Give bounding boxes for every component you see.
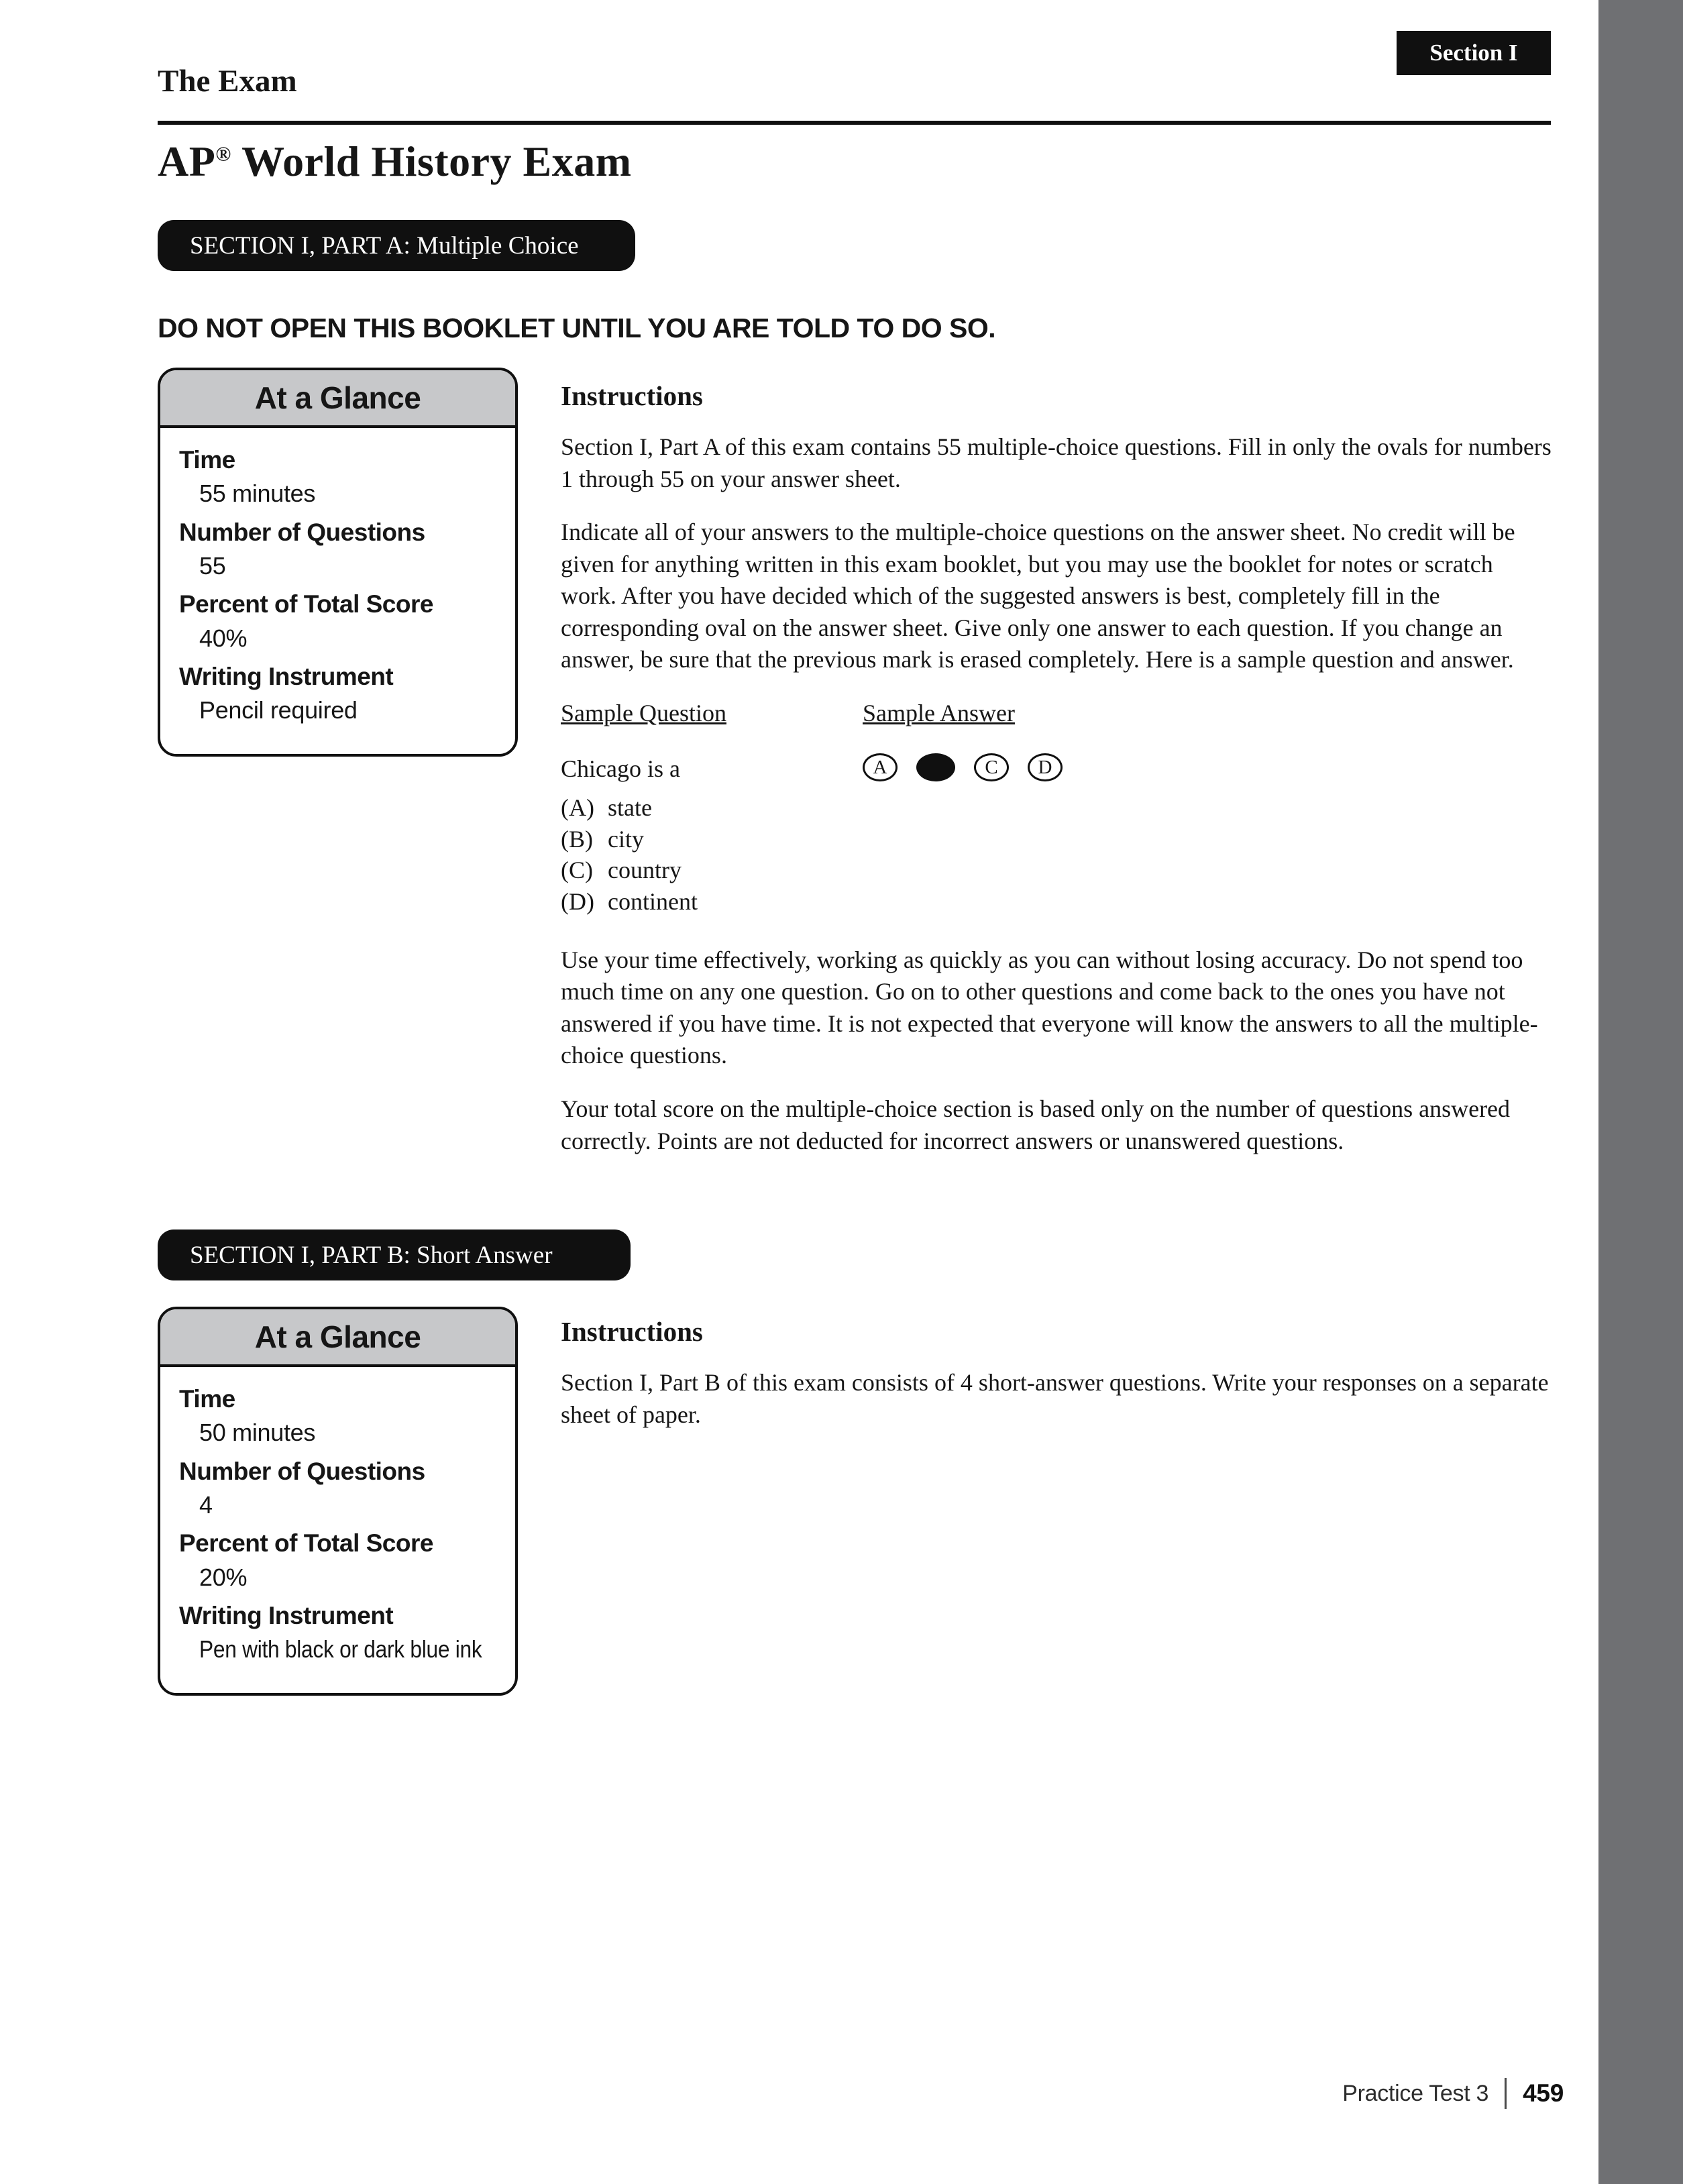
glance-value: Pencil required: [199, 696, 358, 724]
glance-value: 50 minutes: [199, 1419, 316, 1447]
page-title-prefix: AP: [158, 138, 216, 185]
glance-value: 55: [199, 551, 226, 580]
choice-row-c: [561, 855, 863, 886]
part-b-at-a-glance-box: [158, 1307, 518, 1696]
do-not-open-warning: DO NOT OPEN THIS BOOKLET UNTIL YOU ARE TOLD TO DO SO.: [158, 313, 996, 343]
sample-answer-header: Sample Answer: [863, 699, 1015, 726]
glance-value: 55 minutes: [199, 480, 316, 508]
instructions-paragraph: Indicate all of your answers to the multiple-choice questions on the answer sheet. No credit will be given for anything written in this exam booklet, but you may use the booklet for notes or scratch work. After you have decided which of the suggested answers is best, completely fill in the corresponding oval on the answer sheet. Give only one answer to each question. If you change an answer, be sure that the previous mark is erased completely. Here is a sample question and answer.: [561, 518, 1515, 673]
at-a-glance-body: [160, 1367, 515, 1693]
glance-item-instrument: [179, 662, 498, 725]
footer-page-number: 459: [1523, 2079, 1564, 2107]
choice-text: city: [608, 825, 644, 853]
choice-row-b: [561, 824, 863, 855]
instructions-paragraph: Section I, Part B of this exam consists of 4 short-answer questions. Write your responses on a separate sheet of paper.: [561, 1369, 1549, 1428]
choice-letter: (D): [561, 888, 594, 916]
glance-item-score: [179, 1529, 498, 1592]
choice-row-a: [561, 792, 863, 824]
sample-answer-column: [863, 698, 1552, 918]
glance-label: Time: [179, 446, 235, 474]
glance-item-time: [179, 445, 498, 508]
glance-value: 40%: [199, 624, 248, 652]
glance-label: Number of Questions: [179, 518, 425, 546]
part-a-banner: [158, 220, 635, 271]
part-b-banner-label: SECTION I, PART B: Short Answer: [190, 1241, 553, 1269]
instructions-title: Instructions: [561, 380, 703, 411]
sample-question-header: Sample Question: [561, 699, 726, 726]
glance-label: Writing Instrument: [179, 1601, 394, 1629]
header-divider-rule: [158, 121, 1551, 125]
part-b-instructions-column: [561, 1313, 1552, 1452]
glance-item-time: [179, 1384, 498, 1448]
glance-value: 4: [199, 1490, 213, 1519]
instructions-title: Instructions: [561, 1316, 703, 1347]
at-a-glance-body: [160, 428, 515, 754]
answer-oval-a: A: [863, 753, 898, 781]
instructions-paragraph: Use your time effectively, working as quickly as you can without losing accuracy. Do not spend too much time on any one question. Go on to other questions and come back to the ones you have not answered if you have time. It is not expected that everyone will know the answers to all the multiple-choice questions.: [561, 946, 1538, 1069]
chapter-label: The Exam: [158, 64, 297, 99]
part-a-at-a-glance-box: [158, 368, 518, 757]
instructions-paragraph: Your total score on the multiple-choice section is based only on the number of questions answered correctly. Points are not deducted for incorrect answers or unanswered questions.: [561, 1095, 1511, 1154]
glance-label: Writing Instrument: [179, 662, 394, 690]
choice-row-d: [561, 886, 863, 918]
choice-text: country: [608, 857, 682, 884]
part-b-banner: [158, 1230, 631, 1280]
glance-item-questions: [179, 518, 498, 581]
glance-label: Percent of Total Score: [179, 590, 433, 618]
glance-value: [199, 1635, 498, 1663]
sample-question-column: [561, 698, 863, 918]
at-a-glance-header: At a Glance: [160, 1309, 515, 1367]
section-tab: [1397, 31, 1551, 75]
choice-text: continent: [608, 888, 698, 916]
section-tab-label: Section I: [1429, 40, 1518, 66]
choice-letter: (A): [561, 794, 594, 821]
page-title-rest: World History Exam: [231, 138, 632, 185]
answer-oval-d: D: [1028, 753, 1063, 781]
choice-text: state: [608, 794, 652, 821]
glance-label: Percent of Total Score: [179, 1529, 433, 1558]
registered-trademark-symbol: ®: [215, 142, 231, 166]
glance-label: Number of Questions: [179, 1457, 425, 1485]
page-footer: [1342, 2078, 1564, 2109]
instructions-paragraph: Section I, Part A of this exam contains 55 multiple-choice questions. Fill in only the ovals for numbers 1 through 55 on your answer sheet.: [561, 433, 1552, 492]
glance-item-score: [179, 590, 498, 653]
glance-value-text: Pen with black or dark blue ink: [199, 1635, 482, 1663]
footer-label: Practice Test 3: [1342, 2080, 1489, 2106]
choice-letter: (C): [561, 857, 593, 884]
part-a-banner-label: SECTION I, PART A: Multiple Choice: [190, 231, 579, 260]
part-a-instructions-column: [561, 378, 1552, 1179]
sample-question-stem: Chicago is a: [561, 755, 680, 783]
footer-divider: [1505, 2078, 1507, 2109]
choice-letter: (B): [561, 825, 593, 853]
glance-item-instrument: [179, 1601, 498, 1664]
answer-ovals-row: [863, 753, 1552, 781]
side-accent-band: [1598, 0, 1683, 2184]
at-a-glance-header: At a Glance: [160, 370, 515, 428]
glance-label: Time: [179, 1385, 235, 1413]
sample-question-answer-block: [561, 698, 1552, 918]
page-title: [158, 137, 632, 186]
answer-oval-b-filled: [916, 753, 955, 781]
glance-value: 20%: [199, 1563, 248, 1591]
answer-oval-c: C: [974, 753, 1009, 781]
glance-item-questions: [179, 1457, 498, 1520]
